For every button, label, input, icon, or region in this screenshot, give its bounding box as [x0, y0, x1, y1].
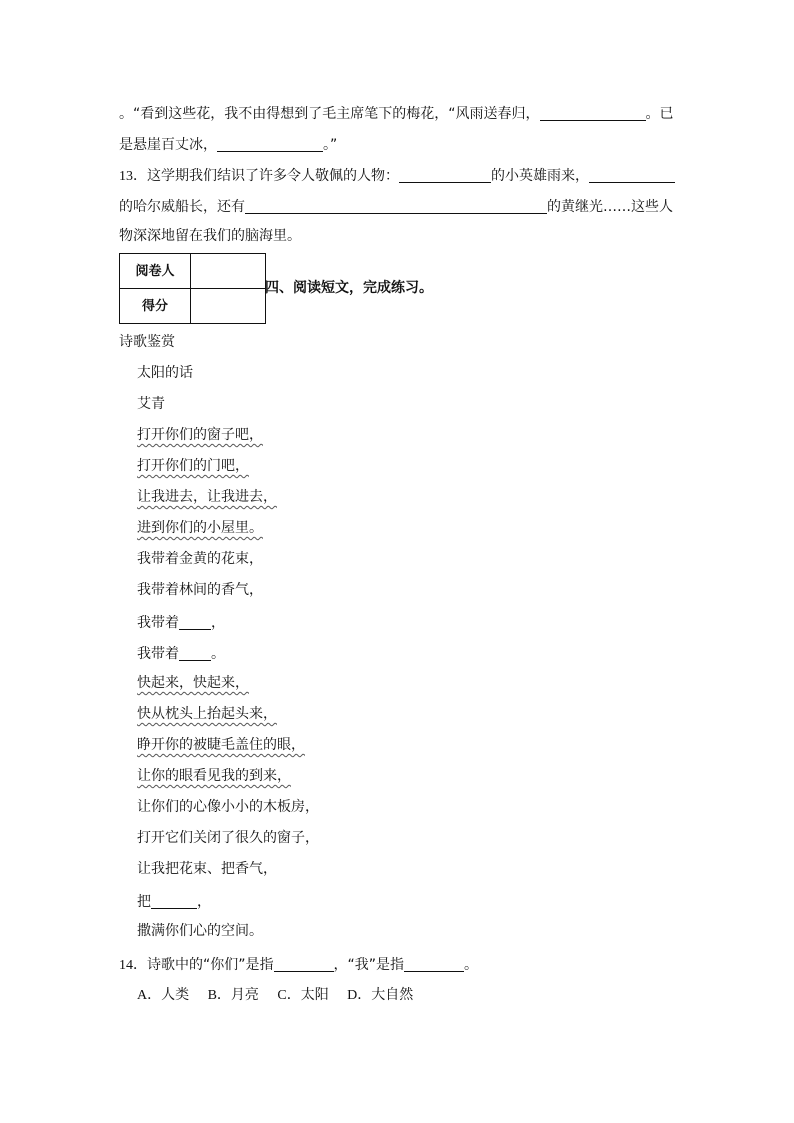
q12-line-2	[119, 136, 337, 152]
option-text: 大自然	[371, 987, 414, 1003]
q12-blank-1[interactable]	[540, 105, 646, 121]
poem-author: 艾青	[137, 396, 165, 412]
poem-line-text: 睁开你的被睫毛盖住的眼，	[137, 737, 305, 753]
poem-line-text: 打开它们关闭了很久的窗子，	[137, 830, 319, 846]
poem-line	[137, 738, 305, 752]
q12-text-c: 是悬崖百丈冰，	[119, 137, 217, 153]
q14-option-a[interactable]	[137, 988, 189, 1003]
q14-number: 14．	[119, 958, 147, 973]
poem-line	[137, 490, 277, 504]
q14-option-c[interactable]	[277, 988, 328, 1003]
poem-line	[137, 645, 225, 661]
poem-blank-suffix: 。	[211, 646, 225, 662]
q12-text-a: 。“看到这些花，我不由得想到了毛主席笔下的梅花，“风雨送春归，	[119, 106, 540, 122]
poem-blank-suffix: ，	[211, 615, 225, 631]
poem-line-text: 我带着林间的香气，	[137, 582, 263, 598]
q14-line	[119, 956, 478, 973]
poem-line	[137, 428, 263, 442]
poem-blank-suffix: ，	[197, 894, 211, 910]
poem-line	[137, 800, 319, 814]
poem-line-text: 我带着	[137, 646, 179, 662]
poem-line	[137, 552, 263, 566]
option-text: 月亮	[230, 987, 259, 1003]
poem-line	[137, 459, 249, 473]
q13-text-c: 的哈尔威船长，还有	[119, 199, 245, 215]
q14-blank-1[interactable]	[274, 956, 334, 972]
option-key: B．	[207, 988, 231, 1003]
q14-option-b[interactable]	[208, 988, 259, 1003]
poem-line	[137, 862, 277, 876]
section-4-title: 四、阅读短文，完成练习。	[265, 280, 433, 296]
poem-blank-1[interactable]	[179, 614, 211, 630]
poem-heading: 诗歌鉴赏	[119, 334, 175, 350]
poem-line	[137, 769, 291, 783]
q13-line-3	[119, 229, 301, 243]
q14-option-d[interactable]	[347, 988, 413, 1003]
q12-text-b: 。已	[645, 106, 674, 122]
poem-line	[137, 614, 225, 630]
q12-text-d: 。”	[323, 137, 338, 153]
q13-blank-1[interactable]	[399, 167, 491, 183]
poem-line-text: 我带着	[137, 615, 179, 631]
q13-blank-2[interactable]	[589, 167, 675, 183]
reviewer-cell[interactable]	[191, 254, 266, 289]
poem-line-text: 让我把花束、把香气，	[137, 861, 277, 877]
option-key: C．	[277, 988, 301, 1003]
poem-line-text: 让你们的心像小小的木板房，	[137, 799, 319, 815]
poem-line-text: 打开你们的门吧，	[137, 458, 249, 474]
q13-text-e: 物深深地留在我们的脑海里。	[119, 228, 301, 244]
poem-line	[137, 676, 249, 690]
poem-line-text: 打开你们的窗子吧，	[137, 427, 263, 443]
q14-text-c: 。	[464, 957, 479, 973]
poem-line-text: 撒满你们心的空间。	[137, 923, 263, 939]
q12-line-1	[119, 105, 674, 121]
poem-title: 太阳的话	[137, 365, 193, 381]
poem-line	[137, 521, 263, 535]
q13-line-1	[119, 167, 675, 184]
poem-line	[137, 707, 277, 721]
poem-line-text: 把	[137, 894, 151, 910]
poem-line-text: 让我进去，让我进去，	[137, 489, 277, 505]
poem-line	[137, 831, 319, 845]
option-text: 太阳	[300, 987, 329, 1003]
poem-line-text: 快从枕头上抬起头来，	[137, 706, 277, 722]
score-table	[119, 253, 266, 324]
q13-text-d: 的黄继光……这些人	[547, 199, 673, 215]
q14-blank-2[interactable]	[404, 956, 464, 972]
poem-line-text: 快起来，快起来，	[137, 675, 249, 691]
option-key: D．	[347, 988, 372, 1003]
score-cell[interactable]	[191, 289, 266, 324]
reviewer-label: 阅卷人	[120, 254, 191, 289]
q14-text-b: ，“我”是指	[333, 957, 405, 973]
option-key: A．	[137, 988, 162, 1003]
q13-number: 13．	[119, 169, 147, 184]
q12-blank-2[interactable]	[217, 136, 323, 152]
poem-blank-2[interactable]	[179, 645, 211, 661]
score-label: 得分	[120, 289, 191, 324]
poem-line	[137, 583, 263, 597]
q14-text-a: 诗歌中的“你们”是指	[147, 957, 274, 973]
poem-line	[137, 924, 263, 938]
poem-line	[137, 893, 211, 909]
poem-line-text: 进到你们的小屋里。	[137, 520, 263, 536]
poem-line-text: 我带着金黄的花束，	[137, 551, 263, 567]
q13-text-b: 的小英雄雨来，	[491, 168, 589, 184]
q14-options	[137, 988, 427, 1003]
q13-text-a: 这学期我们结识了许多令人敬佩的人物：	[147, 168, 399, 184]
option-text: 人类	[161, 987, 190, 1003]
poem-blank-3[interactable]	[151, 893, 197, 909]
q13-blank-3[interactable]	[245, 198, 547, 214]
q13-line-2	[119, 198, 673, 214]
poem-line-text: 让你的眼看见我的到来，	[137, 768, 291, 784]
